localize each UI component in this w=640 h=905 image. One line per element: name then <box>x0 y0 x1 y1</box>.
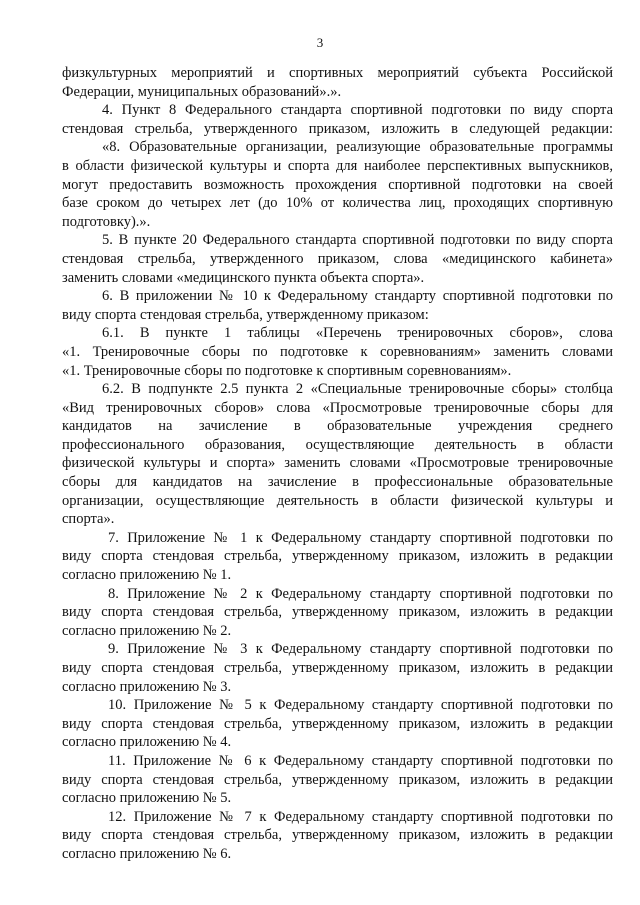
text-line: виду спорта стендовая стрельба, утвержденному приказом, изложить в редакции <box>62 548 613 565</box>
text-line: Федерации, муниципальных образований».». <box>62 83 342 100</box>
text-line: физкультурных мероприятий и спортивных мероприятий субъекта Российской <box>62 65 613 81</box>
text-line: подготовку).». <box>62 213 151 230</box>
text-line: могут предоставить возможность прохождения спортивной подготовки на своей <box>62 176 613 193</box>
paragraph-item-11 <box>62 752 613 808</box>
text-line: кандидатов на зачисление в образовательные учреждения среднего <box>62 418 613 435</box>
paragraph-item-5 <box>62 231 613 287</box>
text-line: согласно приложению № 1. <box>62 567 232 584</box>
text-line: согласно приложению № 6. <box>62 845 232 862</box>
document-body <box>62 64 613 864</box>
paragraph-item-6 <box>62 287 613 324</box>
text-line: виду спорта стендовая стрельба, утвержденному приказом, изложить в редакции <box>62 604 613 621</box>
paragraph-item-7 <box>62 529 613 585</box>
paragraph-quote-8 <box>62 138 613 231</box>
text-line: «Вид тренировочных сборов» слова «Просмотровые тренировочные сборы для <box>62 399 613 416</box>
text-line: базе сроком до четырех лет (до 10% от количества лиц, проходящих спортивную <box>62 195 613 212</box>
text-line: стендовая стрельба, утвержденного приказом, изложить в следующей редакции: <box>62 120 613 137</box>
text-line: 7. Приложение № 1 к Федеральному стандарту спортивной подготовки по <box>108 529 613 546</box>
text-line: 8. Приложение № 2 к Федеральному стандарту спортивной подготовки по <box>108 585 613 602</box>
text-line: 4. Пункт 8 Федерального стандарта спортивной подготовки по виду спорта <box>102 102 613 119</box>
text-line: виду спорта стендовая стрельба, утвержденному приказом, изложить в редакции <box>62 771 613 788</box>
text-line: заменить словами «медицинского пункта объекта спорта». <box>62 269 425 286</box>
text-line: согласно приложению № 5. <box>62 790 232 807</box>
paragraph-item-6-2 <box>62 380 613 529</box>
paragraph-item-10 <box>62 696 613 752</box>
text-line: 5. В пункте 20 Федерального стандарта спортивной подготовки по виду спорта <box>102 232 613 249</box>
text-line: 6.1. В пункте 1 таблицы «Перечень тренировочных сборов», слова <box>102 325 613 342</box>
text-line: 10. Приложение № 5 к Федеральному стандарту спортивной подготовки по <box>108 697 613 714</box>
text-line: виду спорта стендовая стрельба, утвержденному приказом, изложить в редакции <box>62 827 613 844</box>
text-line: 9. Приложение № 3 к Федеральному стандарту спортивной подготовки по <box>108 641 613 658</box>
text-line: виду спорта стендовая стрельба, утвержденному приказом, изложить в редакции <box>62 715 613 732</box>
text-line: физической культуры и спорта» заменить словами «Просмотровые тренировочные <box>62 455 613 472</box>
text-line: «8. Образовательные организации, реализующие образовательные программы <box>102 139 613 156</box>
text-line: профессионального образования, осуществляющие деятельность в области <box>62 436 613 453</box>
text-line: 6.2. В подпункте 2.5 пункта 2 «Специальные тренировочные сборы» столбца <box>102 381 613 398</box>
text-line: виду спорта стендовая стрельба, утвержденному приказом, изложить в редакции <box>62 660 613 676</box>
text-line: спорта». <box>62 511 115 528</box>
paragraph-item-6-1 <box>62 324 613 380</box>
text-line: «1. Тренировочные сборы по подготовке к соревнованиям» заменить словами <box>62 343 613 360</box>
text-line: 11. Приложение № 6 к Федеральному стандарту спортивной подготовки по <box>108 752 613 769</box>
paragraph-item-4 <box>62 101 613 138</box>
text-line: согласно приложению № 3. <box>62 678 232 695</box>
text-line: согласно приложению № 4. <box>62 734 232 751</box>
paragraph-item-12 <box>62 808 613 864</box>
text-line: организации, осуществляющие деятельность в области физической культуры и <box>62 492 613 509</box>
text-line: сборы для кандидатов на зачисление в профессиональные образовательные <box>62 474 613 491</box>
paragraph-item-8 <box>62 585 613 641</box>
paragraph-item-9 <box>62 640 613 696</box>
text-line: «1. Тренировочные сборы по подготовке к спортивным соревнованиям». <box>62 362 512 379</box>
paragraph-continuation <box>62 64 613 101</box>
page-number: 3 <box>316 35 324 50</box>
text-line: в области физической культуры и спорта для наиболее перспективных выпускников, <box>62 157 613 174</box>
text-line: виду спорта стендовая стрельба, утвержденному приказом: <box>62 306 429 323</box>
text-line: 6. В приложении № 10 к Федеральному стандарту спортивной подготовки по <box>102 288 613 305</box>
text-line: 12. Приложение № 7 к Федеральному стандарту спортивной подготовки по <box>108 808 613 825</box>
text-line: стендовая стрельба, утвержденного приказом, слова «медицинского кабинета» <box>62 250 613 267</box>
text-line: согласно приложению № 2. <box>62 622 232 639</box>
